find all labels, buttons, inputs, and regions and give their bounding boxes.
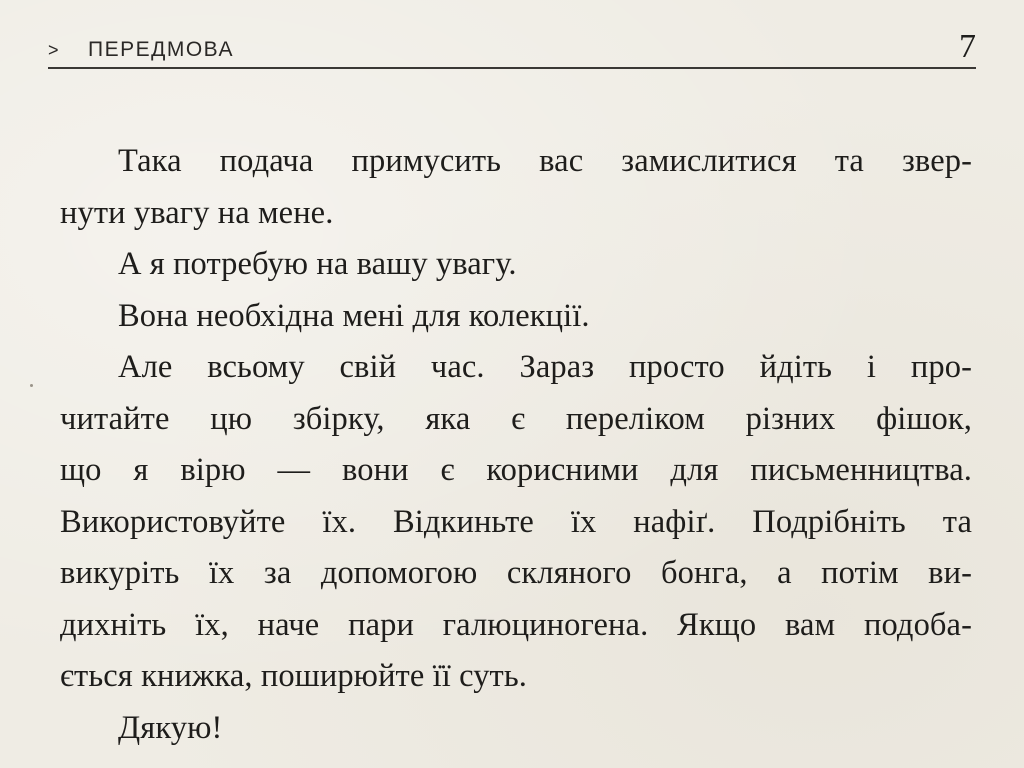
text-line: що я вірю — вони є корисними для письменництва. xyxy=(60,452,972,488)
running-header xyxy=(48,26,976,70)
text-line: Вона необхідна мені для колекції. xyxy=(118,297,590,334)
text-line: Але всьому свій час. Зараз просто йдіть і про- xyxy=(118,349,972,385)
text-line: читайте цю збірку, яка є переліком різних фішок, xyxy=(60,400,972,437)
text-line: А я потребую на вашу увагу. xyxy=(118,246,517,282)
chapter-title: ПЕРЕДМОВА xyxy=(88,38,234,61)
paragraph xyxy=(60,291,972,343)
header-divider xyxy=(48,67,976,69)
text-line: дихніть їх, наче пари галюциногена. Якщо вам подоба- xyxy=(60,606,972,643)
paragraph xyxy=(60,342,972,703)
text-line: викуріть їх за допомогою скляного бонга, а потім ви- xyxy=(60,555,972,591)
text-line: ється книжка, поширюйте її суть. xyxy=(60,658,527,694)
paper-speck xyxy=(30,384,33,387)
body-text xyxy=(60,136,972,754)
paragraph xyxy=(60,239,972,291)
text-line: Використовуйте їх. Відкиньте їх нафіґ. Подрібніть та xyxy=(60,503,972,540)
text-line: Така подача примусить вас замислитися та звер- xyxy=(118,143,972,179)
page-number: 7 xyxy=(959,28,976,65)
chevron-right-icon: > xyxy=(48,40,59,60)
paragraph xyxy=(60,136,972,239)
paragraph xyxy=(60,703,972,755)
text-line: нути увагу на мене. xyxy=(60,194,334,231)
text-line: Дякую! xyxy=(118,709,223,746)
